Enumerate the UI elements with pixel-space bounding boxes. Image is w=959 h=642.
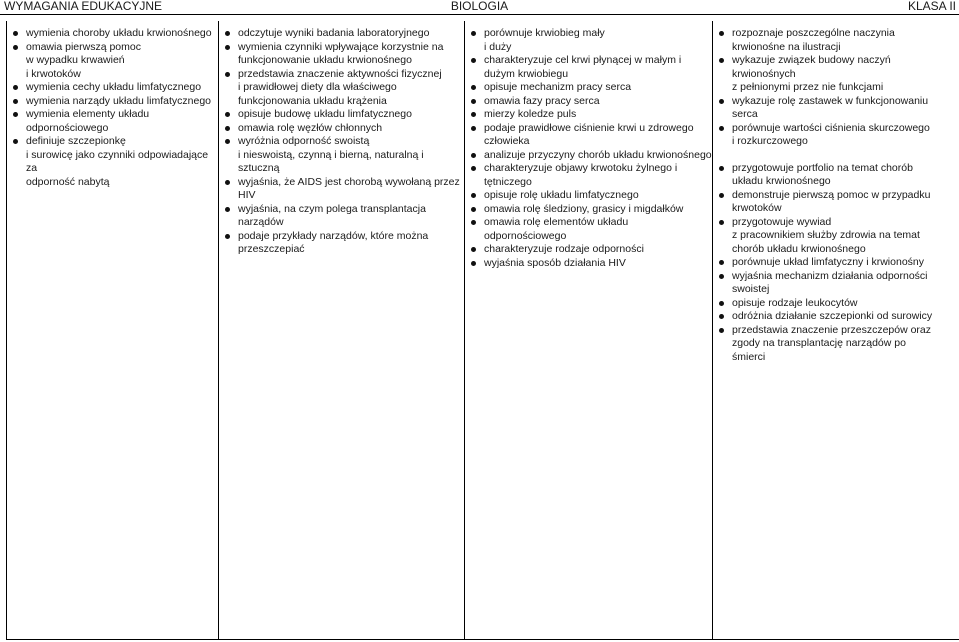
column-1 <box>7 21 219 639</box>
list-item <box>13 95 218 109</box>
bullet-icon <box>719 301 724 306</box>
list-item-text: odróżnia działanie szczepionki od surowicy <box>732 310 933 322</box>
bullet-icon <box>471 193 476 198</box>
list-item-text: charakteryzuje objawy krwotoku żylnego i tętniczego <box>484 162 678 188</box>
list-item <box>471 162 712 189</box>
list-item-text: charakteryzuje cel krwi płynącej w małym i dużym krwiobiegu <box>484 54 682 80</box>
list-item-text: opisuje mechanizm pracy serca <box>484 81 632 93</box>
bullet-icon <box>719 126 724 131</box>
bullet-icon <box>225 207 230 212</box>
list-item <box>719 162 959 189</box>
list-item <box>225 68 464 109</box>
list-item <box>471 216 712 243</box>
list-item-text: rozpoznaje poszczególne naczynia krwionośne na ilustracji <box>732 27 895 53</box>
list-item-text: definiuje szczepionkę i surowicę jako czynniki odpowiadające za odporność nabytą <box>26 135 209 188</box>
bullet-icon <box>471 85 476 90</box>
list-item-text: porównuje krwiobieg mały i duży <box>484 27 605 53</box>
list-item-text: opisuje budowę układu limfatycznego <box>238 108 412 120</box>
list-item <box>13 41 218 82</box>
list-item-text: wymienia cechy układu limfatycznego <box>26 81 202 93</box>
list-item <box>225 41 464 68</box>
bullet-icon <box>719 328 724 333</box>
list-item <box>719 27 959 54</box>
list-item <box>225 27 464 41</box>
list-item-text: podaje prawidłowe ciśnienie krwi u zdrowego człowieka <box>484 121 694 147</box>
list-item <box>225 203 464 230</box>
list-item <box>719 122 959 149</box>
list-item <box>471 257 712 271</box>
bullet-icon <box>471 58 476 63</box>
list-item-text: odczytuje wyniki badania laboratoryjnego <box>238 27 430 39</box>
list-item <box>471 243 712 257</box>
bullet-icon <box>471 153 476 158</box>
list-item <box>719 256 959 270</box>
list-item <box>225 230 464 257</box>
list-item-text: wymienia narządy układu limfatycznego <box>26 94 212 107</box>
list-item <box>225 176 464 203</box>
list-item-text: opisuje rolę układu limfatycznego <box>484 189 639 201</box>
bullet-icon <box>719 99 724 104</box>
list-item-text: analizuje przyczyny chorób układu krwionośnego <box>484 148 712 161</box>
list-item <box>471 27 712 54</box>
list-item-text: omawia rolę elementów układu odpornościowego <box>484 216 629 242</box>
list-item <box>471 122 712 149</box>
list-item-text: wyjaśnia, na czym polega transplantacja narządów <box>238 202 426 228</box>
requirements-table <box>6 21 959 640</box>
list-item <box>719 216 959 257</box>
requirements-list <box>471 27 712 270</box>
list-item-text: wykazuje rolę zastawek w funkcjonowaniu serca <box>732 94 929 120</box>
bullet-icon <box>719 193 724 198</box>
list-item <box>471 54 712 81</box>
list-item-text: demonstruje pierwszą pomoc w przypadku krwotoków <box>732 188 931 214</box>
list-item <box>471 149 712 163</box>
bullet-icon <box>13 45 18 50</box>
bullet-icon <box>13 31 18 36</box>
bullet-icon <box>719 314 724 319</box>
bullet-icon <box>225 126 230 131</box>
bullet-icon <box>719 260 724 265</box>
bullet-icon <box>471 166 476 171</box>
page-header <box>0 0 959 14</box>
bullet-icon <box>471 31 476 36</box>
column-4 <box>713 21 959 639</box>
bullet-icon <box>13 99 18 104</box>
list-item-text: wymienia elementy układu odpornościowego <box>26 108 150 134</box>
list-item-text: charakteryzuje rodzaje odporności <box>484 243 644 255</box>
header-divider <box>0 14 959 15</box>
header-subject: BIOLOGIA <box>450 0 509 13</box>
list-item-text: wymienia czynniki wpływające korzystnie na funkcjonowanie układu krwionośnego <box>238 40 444 66</box>
list-item-text: wyjaśnia, że AIDS jest chorobą wywołaną przez HIV <box>238 175 460 201</box>
bullet-icon <box>719 166 724 171</box>
list-item <box>719 297 959 311</box>
list-item <box>719 324 959 365</box>
list-item <box>225 122 464 136</box>
list-item <box>13 81 218 95</box>
list-item-text: omawia fazy pracy serca <box>484 94 600 107</box>
bullet-icon <box>225 31 230 36</box>
bullet-icon <box>13 112 18 117</box>
list-item-text: wymienia choroby układu krwionośnego <box>26 27 212 39</box>
list-item <box>13 27 218 41</box>
column-3 <box>465 21 713 639</box>
bullet-icon <box>471 112 476 117</box>
bullet-icon <box>13 139 18 144</box>
list-item-text: mierzy koledze puls <box>484 108 577 120</box>
bullet-icon <box>471 247 476 252</box>
bullet-icon <box>225 234 230 239</box>
bullet-icon <box>719 274 724 279</box>
list-item-text: wyjaśnia sposób działania HIV <box>484 256 626 269</box>
list-item <box>471 203 712 217</box>
list-item <box>225 135 464 176</box>
list-item-text: wykazuje związek budowy naczyń krwionośnych z pełnionymi przez nie funkcjami <box>732 54 891 93</box>
bullet-icon <box>471 126 476 131</box>
requirements-list <box>13 27 218 189</box>
requirements-list <box>719 27 959 364</box>
bullet-icon <box>13 85 18 90</box>
list-item-text: porównuje wartości ciśnienia skurczowego i rozkurczowego <box>732 121 930 147</box>
list-item <box>719 95 959 122</box>
list-item-text: omawia rolę węzłów chłonnych <box>238 121 383 134</box>
bullet-icon <box>719 31 724 36</box>
list-item-text: przygotowuje wywiad z pracownikiem służby zdrowia na temat chorób układu krwionośnego <box>732 215 920 255</box>
list-item <box>471 81 712 95</box>
list-item-text: podaje przykłady narządów, które można przeszczepiać <box>238 229 429 255</box>
bullet-icon <box>225 180 230 185</box>
bullet-icon <box>225 72 230 77</box>
list-item-text: przedstawia znaczenie przeszczepów oraz zgody na transplantację narządów po śmierci <box>732 323 932 363</box>
list-item-text: opisuje rodzaje leukocytów <box>732 296 858 309</box>
bullet-icon <box>225 45 230 50</box>
list-item <box>719 54 959 95</box>
list-item <box>471 95 712 109</box>
list-item <box>719 189 959 216</box>
bullet-icon <box>471 261 476 266</box>
list-item-text: omawia rolę śledziony, grasicy i migdałków <box>484 202 684 215</box>
list-item-text: porównuje układ limfatyczny i krwionośny <box>732 256 924 268</box>
list-item <box>719 270 959 297</box>
list-item-text: przygotowuje portfolio na temat chorób układu krwionośnego <box>732 161 913 187</box>
requirements-list <box>225 27 464 257</box>
bullet-icon <box>719 58 724 63</box>
list-item <box>225 108 464 122</box>
bullet-icon <box>719 220 724 225</box>
bullet-icon <box>471 220 476 225</box>
header-class: KLASA II <box>907 0 956 13</box>
bullet-icon <box>471 207 476 212</box>
list-item <box>719 310 959 324</box>
list-item-text: wyróżnia odporność swoistą i nieswoistą, czynną i bierną, naturalną i sztuczną <box>238 135 424 174</box>
list-item <box>13 135 218 189</box>
list-item <box>471 108 712 122</box>
list-item-text: przedstawia znaczenie aktywności fizycznej i prawidłowej diety dla właściwego funkcjonowania układu krążenia <box>238 67 442 107</box>
list-item-text: omawia pierwszą pomoc w wypadku krwawień i krwotoków <box>26 40 141 80</box>
list-item <box>471 189 712 203</box>
bullet-icon <box>225 139 230 144</box>
bullet-icon <box>225 112 230 117</box>
column-2 <box>219 21 465 639</box>
list-item <box>13 108 218 135</box>
bullet-icon <box>471 99 476 104</box>
header-title: WYMAGANIA EDUKACYJNE <box>4 0 163 13</box>
list-item-text: wyjaśnia mechanizm działania odporności swoistej <box>732 269 928 295</box>
